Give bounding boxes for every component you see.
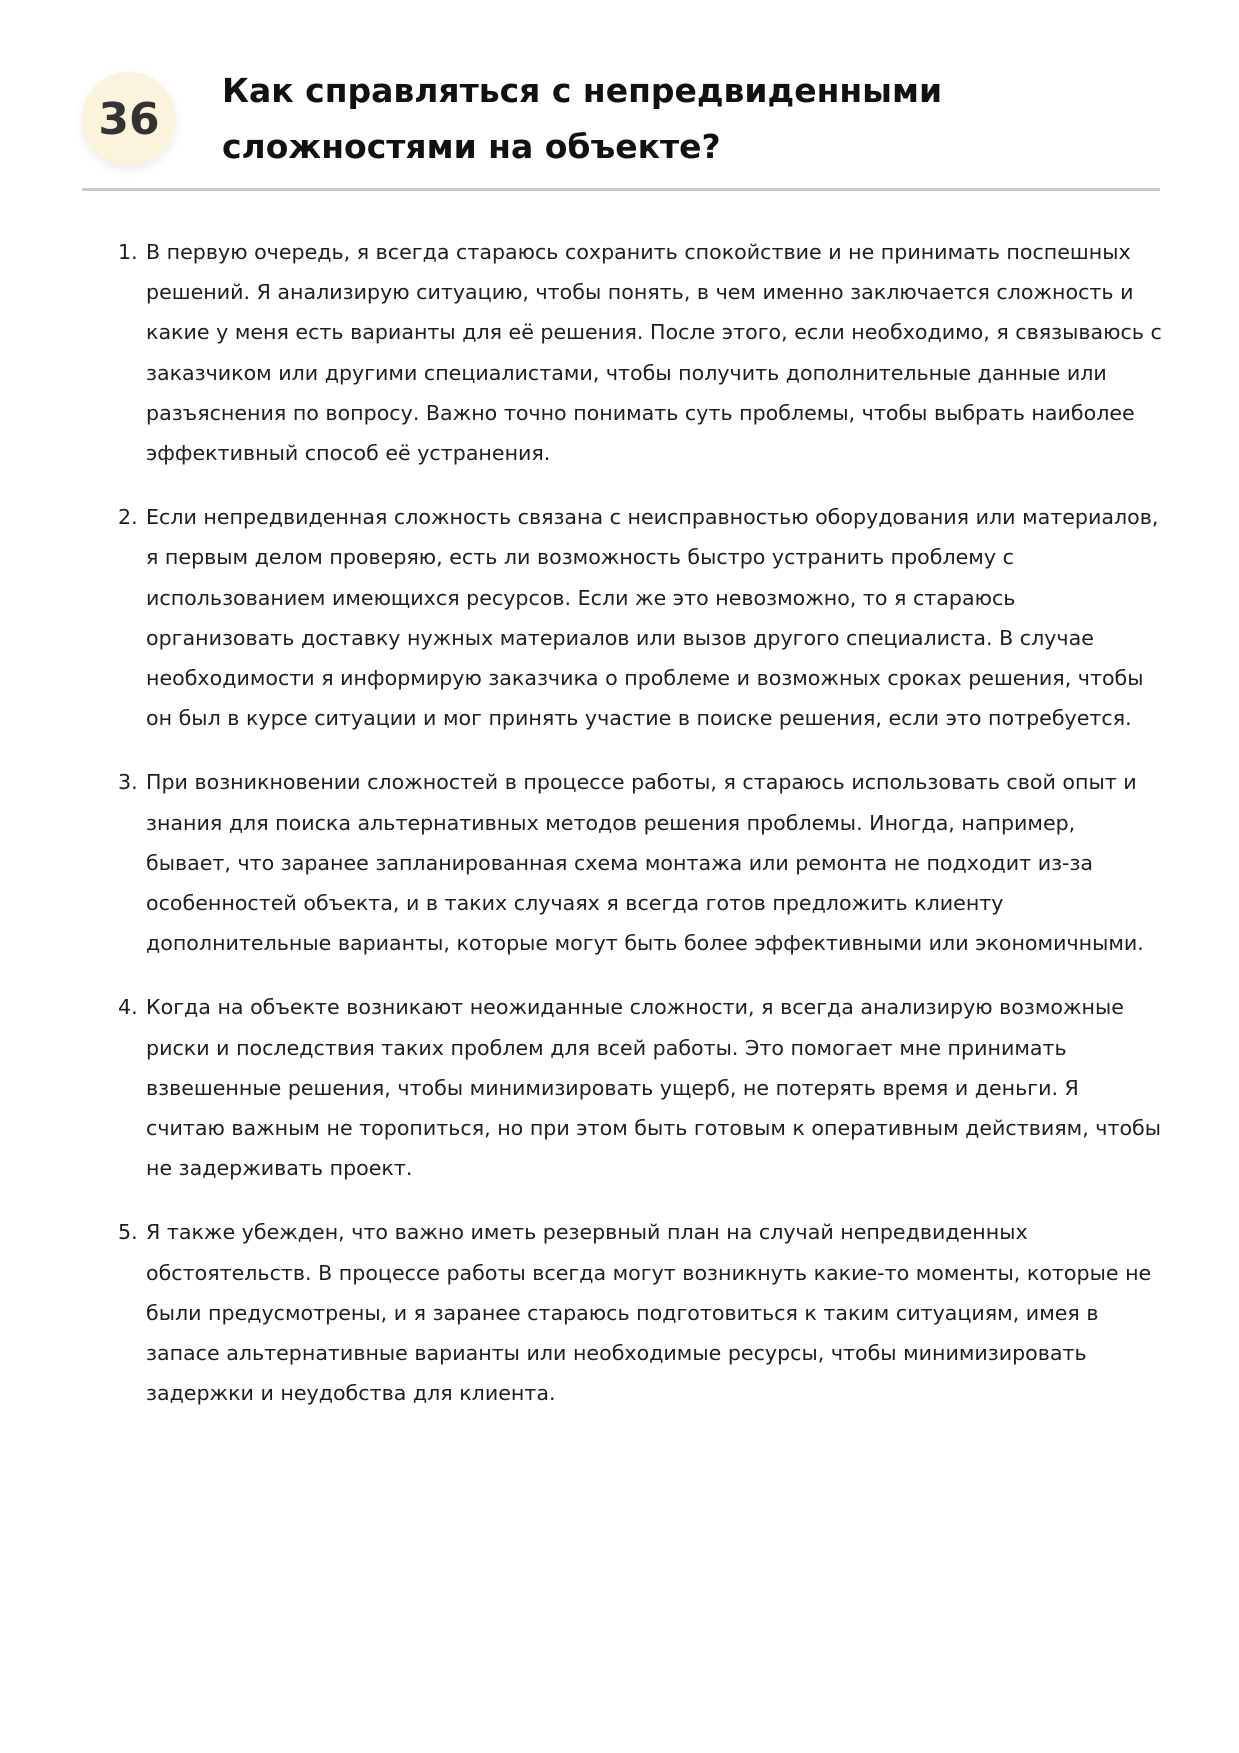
answer-list xyxy=(118,232,1162,1437)
list-item-number: 3. xyxy=(118,770,138,795)
list-item xyxy=(118,1212,1162,1413)
list-item-number: 2. xyxy=(118,505,138,530)
page-header xyxy=(82,56,1160,190)
list-item-number: 5. xyxy=(118,1220,138,1245)
list-item-text: Когда на объекте возникают неожиданные сложности, я всегда анализирую возможные риски и последствия таких проблем для всей работы. Это помогает мне принимать взвешенные решения, чтобы минимизировать ущерб, не потерять время и деньги. Я считаю важным не торопиться, но при этом быть готовым к оперативным действиям, чтобы не задерживать проект. xyxy=(146,995,1162,1181)
list-item-text: В первую очередь, я всегда стараюсь сохранить спокойствие и не принимать поспешных решений. Я анализирую ситуацию, чтобы понять, в чем именно заключается сложность и какие у меня есть варианты для её решения. После этого, если необходимо, я связываюсь с заказчиком или другими специалистами, чтобы получить дополнительные данные или разъяснения по вопросу. Важно точно понимать суть проблемы, чтобы выбрать наиболее эффективный способ её устранения. xyxy=(146,240,1162,466)
list-item-number: 4. xyxy=(118,995,138,1020)
list-item-text: Если непредвиденная сложность связана с неисправностью оборудования или материалов, я первым делом проверяю, есть ли возможность быстро устранить проблему с использованием имеющихся ресурсов. Если же это невозможно, то я стараюсь организовать доставку нужных материалов или вызов другого специалиста. В случае необходимости я информирую заказчика о проблеме и возможных сроках решения, чтобы он был в курсе ситуации и мог принять участие в поиске решения, если это потребуется. xyxy=(146,505,1159,731)
list-item xyxy=(118,497,1162,738)
list-item-text: Я также убежден, что важно иметь резервный план на случай непредвиденных обстоятельств. В процессе работы всегда могут возникнуть какие-то моменты, которые не были предусмотрены, и я заранее стараюсь подготовиться к таким ситуациям, имея в запасе альтернативные варианты или необходимые ресурсы, чтобы минимизировать задержки и неудобства для клиента. xyxy=(146,1220,1152,1406)
header-divider xyxy=(82,188,1160,191)
question-number-badge: 36 xyxy=(82,72,176,166)
page-title: Как справляться с непредвиденными сложностями на объекте? xyxy=(222,71,943,166)
list-item-number: 1. xyxy=(118,240,138,264)
list-item xyxy=(118,232,1162,473)
list-item xyxy=(118,987,1162,1188)
list-item-text: При возникновении сложностей в процессе работы, я стараюсь использовать свой опыт и знания для поиска альтернативных методов решения проблемы. Иногда, например, бывает, что заранее запланированная схема монтажа или ремонта не подходит из-за особенностей объекта, и в таких случаях я всегда готов предложить клиенту дополнительные варианты, которые могут быть более эффективными или экономичными. xyxy=(146,770,1144,956)
list-item xyxy=(118,762,1162,963)
